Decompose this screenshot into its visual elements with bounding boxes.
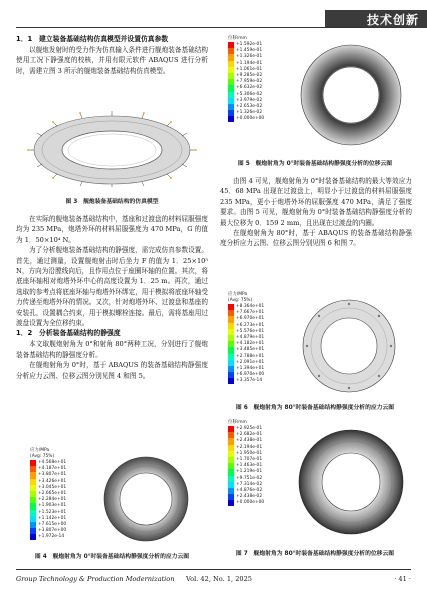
right-column-text: [220, 176, 412, 249]
legend-value: +9.285e-02: [236, 73, 263, 79]
legend-value: +2.653e-02: [236, 103, 263, 109]
figure-4-legend: [30, 448, 66, 540]
legend-value: +4.182e+01: [236, 341, 265, 347]
legend-value: +0.000e+00: [236, 116, 265, 122]
legend-value: +2.194e-01: [236, 444, 263, 450]
figure-5-caption: 图 5 舰炮射角为 0°时装备基础结构静强度分析的位移云图: [237, 161, 393, 167]
legend-value: +6.970e+01: [236, 316, 265, 322]
legend-value: +1.523e+01: [38, 509, 67, 515]
legend-value: +1.326e-01: [236, 54, 263, 60]
legend-value: +2.682e-01: [236, 432, 263, 438]
journal-name: Group Technology & Production Modernization: [16, 575, 175, 583]
figure-3-caption: 图 3 舰炮装备基础结构的仿真模型: [65, 199, 159, 205]
legend-value: +4.876e-02: [236, 487, 263, 493]
legend-value: +1.707e-01: [236, 457, 263, 463]
section-heading-1-1: 1．1 建立装备基础结构仿真模型并设置仿真参数: [16, 35, 169, 43]
legend-value: +1.592e-01: [236, 42, 263, 48]
footer-rule: [16, 569, 411, 570]
legend-title: 应力/MPa: [228, 292, 248, 297]
legend-swatch: [228, 116, 234, 122]
legend-value: +3.426e+01: [38, 478, 67, 484]
figure-5-displacement-contour: [228, 36, 408, 154]
legend-value: +7.615e+00: [38, 521, 67, 527]
legend-value: +3.807e+00: [38, 528, 67, 534]
page-header: [0, 0, 427, 28]
legend-value: +4.187e+01: [38, 466, 67, 472]
legend-entry: [228, 500, 264, 506]
paragraph: 由图 4 可见，舰炮射角为 0°时装备基础结构的最大等效应力 45．68 MPa 出现在过渡盘上，明显小于过渡盘的材料屈服强度 235 MPa，更小于炮塔外环的屈服强度 470 MPa，满足了强度要求。由图 5 可见，舰炮射角为 0°时装备基础结构静强度分析的最大位移为 0．159 2 mm，且出现在过渡盘的内圈。: [220, 177, 412, 227]
figure-4-stress-contour: [30, 448, 200, 546]
figure-7-displacement-contour: [228, 420, 408, 542]
legend-value: +1.950e-01: [236, 450, 263, 456]
figure-3-simulation-model: [22, 108, 202, 188]
legend-value: +1.219e-01: [236, 469, 263, 475]
header-title: 技术创新: [366, 13, 419, 27]
legend-title: 位移/mm: [228, 36, 247, 41]
legend-value: +5.306e-02: [236, 91, 263, 97]
legend-entry: [228, 116, 264, 122]
legend-value: +0.000e+00: [236, 500, 265, 506]
legend-value: +6.970e+00: [236, 372, 265, 378]
legend-value: +9.751e-02: [236, 475, 263, 481]
paragraph: 在实际的舰炮装备基础结构中，基座和过渡盘的材料屈服强度均为 235 MPa，炮塔外环的材料屈服强度为 470 MPa，G 的值为 1．50×10⁴ N。: [16, 215, 208, 244]
legend-value: +1.326e-02: [236, 110, 263, 116]
legend-entry: [30, 534, 66, 540]
paragraph: 以舰炮发射时的受力作为仿真输入条件进行舰炮装备基础结构使用工况下静强度的校核，并用有限元软件 ABAQUS 进行分析时，需建立图 3 所示的舰炮装备基础结构仿真模型。: [16, 46, 208, 75]
figure-5-ring-plot: [296, 40, 406, 150]
paragraph: 在舰炮射角为 0°时，基于 ABAQUS 的装备基础结构静强度分析应力云图、位移云图分别见图 4 和图 5。: [16, 361, 208, 380]
legend-value: +3.979e-02: [236, 97, 263, 103]
legend-value: +3.357e-14: [236, 378, 263, 384]
mesh-model-illustration: [22, 108, 202, 188]
legend-subtitle: (Avg: 75%): [30, 454, 55, 459]
legend-title: 应力/MPa: [30, 448, 50, 453]
legend-value: +1.061e-01: [236, 66, 263, 72]
left-column: [16, 34, 208, 76]
paragraph: 在舰炮射角为 80°时，基于 ABAQUS 的装备基础结构静强度分析应力云图、位移云图分别见图 6 和图 7。: [220, 229, 412, 248]
legend-value: +2.438e-01: [236, 438, 263, 444]
figure-6-legend: [228, 292, 264, 384]
legend-value: +7.959e-02: [236, 79, 263, 85]
figure-5-legend: [228, 36, 264, 122]
legend-value: +1.142e+01: [38, 515, 67, 521]
figure-6-ring-plot: [294, 296, 404, 396]
figure-7-caption: 图 7 舰炮射角为 80°时装备基础结构静强度分析的位移云图: [235, 551, 395, 557]
legend-value: +7.314e-02: [236, 481, 263, 487]
figure-4-ring-plot: [96, 454, 196, 544]
legend-value: +2.284e+01: [38, 497, 67, 503]
legend-value: +2.925e-01: [236, 426, 263, 432]
paragraph: 为了分析舰炮装备基础结构的静强度，需完成仿真参数设置。首先，通过测量，设置舰炮射击时后坐力 F 的值为 1．25×10⁵ N，方向为沿膛线向后，且作用点位于座圈环轴的位置。其次，将底座环轴相对炮塔外环中心的高度设置为 1．25 m。再次，通过选取的参考点将底座环轴与炮塔外环绑定，用于模拟将底座环轴受力传递至炮塔外环的情况。又次，针对炮塔外环、过渡盘和基座的安装孔，设置耦合约束，用于模拟螺栓连接。最后，需将基座用过渡盘设置为全位移约束。: [16, 246, 208, 328]
legend-entry: [228, 378, 264, 384]
figure-6-caption: 图 6 舰炮射角为 80°时装备基础结构静强度分析的应力云图: [235, 405, 395, 411]
page-number: · 41 ·: [394, 575, 411, 583]
legend-swatch: [228, 378, 234, 384]
header-rule: [16, 27, 411, 28]
legend-value: +3.485e+01: [236, 347, 265, 353]
legend-value: +4.568e+01: [38, 460, 67, 466]
figure-7-ring-plot: [296, 424, 406, 540]
legend-value: +2.091e+01: [236, 359, 265, 365]
legend-value: +7.667e+01: [236, 310, 265, 316]
legend-value: +4.879e+01: [236, 335, 265, 341]
legend-value: +2.788e+01: [236, 353, 265, 359]
legend-value: +1.463e-01: [236, 463, 263, 469]
paragraph: 本文取舰炮射角为 0°和射角 80°两种工况，分别进行了舰炮装备基础结构的静强度分析。: [16, 340, 208, 359]
legend-value: +5.576e+01: [236, 328, 265, 334]
legend-swatch: [228, 500, 234, 506]
legend-subtitle: (Avg: 75%): [228, 298, 253, 303]
legend-value: +1.972e-14: [38, 534, 65, 540]
figure-6-stress-contour: [228, 292, 408, 398]
volume-issue: Vol. 42, No. 1, 2025: [186, 575, 252, 583]
legend-value: +3.807e+01: [38, 472, 67, 478]
legend-value: +1.394e+01: [236, 365, 265, 371]
legend-value: +2.665e+01: [38, 491, 67, 497]
legend-value: +2.438e-02: [236, 494, 263, 500]
legend-value: +6.632e-02: [236, 85, 263, 91]
legend-swatch: [30, 534, 36, 540]
left-column-lower: [16, 214, 208, 381]
section-heading-1-2: 1．2 分析装备基础结构的静强度: [16, 329, 121, 338]
legend-value: +1.459e-01: [236, 48, 263, 54]
legend-title: 位移/mm: [228, 420, 247, 425]
legend-value: +1.903e+01: [38, 503, 67, 509]
figure-7-legend: [228, 420, 264, 506]
legend-value: +1.194e-01: [236, 60, 263, 66]
legend-value: +8.364e+01: [236, 304, 265, 310]
figure-4-caption: 图 4 舰炮射角为 0°时装备基础结构静强度分析的应力云图: [34, 554, 190, 560]
legend-value: +6.273e+01: [236, 322, 265, 328]
legend-value: +3.045e+01: [38, 484, 67, 490]
